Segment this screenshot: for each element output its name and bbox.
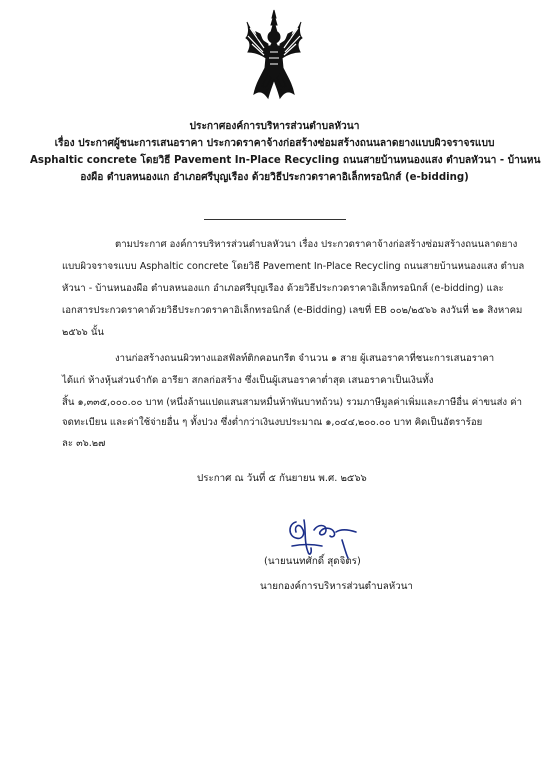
garuda-emblem-icon: [244, 8, 304, 104]
subject-line-1: เรื่อง ประกาศผู้ชนะการเสนอราคา ประกวดราคาจ้างก่อสร้างซ่อมสร้างถนนลาดยางแบบผิวจราจรแบบ: [54, 138, 495, 149]
paragraph-2-line: สิ้น ๑,๓๓๕,๐๐๐.๐๐ บาท (หนึ่งล้านแปดแสนสามหมื่นห้าพันบาทถ้วน) รวมภาษีมูลค่าเพิ่มและภาษีอื่น ค่าขนส่ง ค่า: [62, 397, 522, 408]
paragraph-1-line: ๒๕๖๖ นั้น: [62, 327, 104, 338]
paragraph-1-line: ตามประกาศ องค์การบริหารส่วนตำบลหัวนา เรื่อง ประกวดราคาจ้างก่อสร้างซ่อมสร้างถนนลาดยาง: [115, 239, 518, 250]
announcement-title: ประกาศองค์การบริหารส่วนตำบลหัวนา: [189, 121, 360, 132]
paragraph-1-line: เอกสารประกวดราคาด้วยวิธีประกวดราคาอิเล็กทรอนิกส์ (e-Bidding) เลขที่ EB ๐๐๒/๒๕๖๖ ลงวันที่ ๒๑ สิงหาคม: [62, 305, 523, 316]
paragraph-2-line: งานก่อสร้างถนนผิวทางแอสฟัลท์ติกคอนกรีต จำนวน ๑ สาย ผู้เสนอราคาที่ชนะการเสนอราคา: [115, 353, 495, 364]
signer-name: (นายนนทศักดิ์ สุดจิตร): [264, 556, 361, 567]
paragraph-2-line: ได้แก่ ห้างหุ้นส่วนจำกัด อารียา สกลก่อสร้าง ซึ่งเป็นผู้เสนอราคาต่ำสุด เสนอราคาเป็นเงินทั้ง: [62, 375, 434, 386]
announcement-date: ประกาศ ณ วันที่ ๕ กันยายน พ.ศ. ๒๕๖๖: [197, 473, 367, 484]
paragraph-2-line: ละ ๓๖.๒๗: [62, 438, 106, 449]
subject-line-3: องผือ ตำบลหนองแก อำเภอศรีบุญเรือง ด้วยวิธีประกวดราคาอิเล็กทรอนิกส์ (e-bidding): [80, 172, 469, 183]
paragraph-2-line: จดทะเบียน และค่าใช้จ่ายอื่น ๆ ทั้งปวง ซึ่งต่ำกว่าเงินงบประมาณ ๑,๐๔๔,๒๐๐.๐๐ บาท คิดเป็นอัตราร้อย: [62, 417, 483, 428]
paragraph-1-line: แบบผิวจราจรแบบ Asphaltic concrete โดยวิธี Pavement In-Place Recycling ถนนสายบ้านหนองแสง ตำบล: [62, 261, 525, 272]
heading-divider: [204, 219, 346, 220]
subject-line-2: Asphaltic concrete โดยวิธี Pavement In-Place Recycling ถนนสายบ้านหนองแสง ตำบลหัวนา - บ้านหน: [30, 155, 541, 166]
signer-position: นายกองค์การบริหารส่วนตำบลหัวนา: [260, 581, 413, 592]
paragraph-1-line: หัวนา - บ้านหนองผือ ตำบลหนองแก อำเภอศรีบุญเรือง ด้วยวิธีประกวดราคาอิเล็กทรอนิกส์ (e-bidding) และ: [62, 283, 504, 294]
